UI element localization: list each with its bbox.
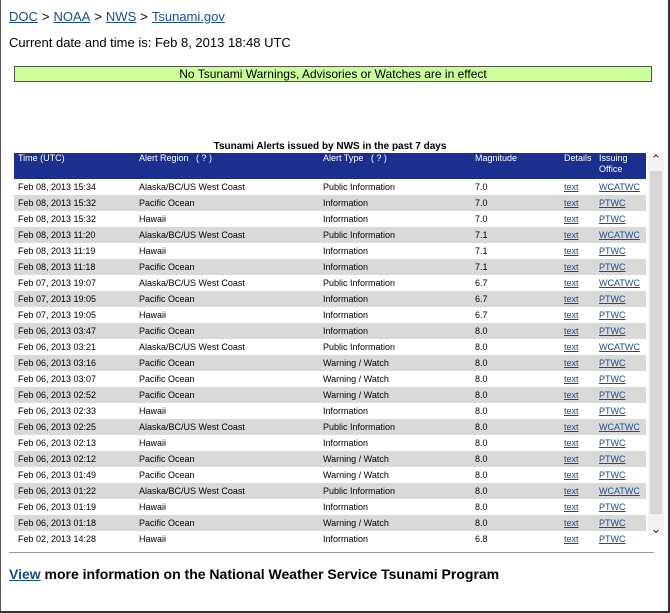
details-text-link[interactable]: text (564, 294, 579, 304)
issuing-office-link[interactable]: PTWC (599, 518, 626, 528)
status-banner: No Tsunami Warnings, Advisories or Watches are in effect (14, 66, 652, 82)
details-text-link[interactable]: text (564, 182, 579, 192)
cell-alert-type: Information (319, 531, 471, 547)
column-header-region (135, 153, 319, 179)
details-text-cell (560, 387, 595, 403)
details-text-link[interactable]: text (564, 198, 579, 208)
cell-alert-type: Warning / Watch (319, 387, 471, 403)
cell-magnitude: 7.1 (471, 259, 560, 275)
details-text-link[interactable]: text (564, 438, 579, 448)
details-text-cell (560, 307, 595, 323)
details-text-cell (560, 339, 595, 355)
alerts-header-row (14, 153, 646, 179)
cell-time: Feb 08, 2013 11:20 (14, 227, 135, 243)
table-row (14, 483, 646, 499)
cell-magnitude: 8.0 (471, 435, 560, 451)
cell-region: Alaska/BC/US West Coast (135, 179, 319, 195)
details-text-cell (560, 531, 595, 547)
cell-time: Feb 07, 2013 19:07 (14, 275, 135, 291)
issuing-office-cell (595, 483, 646, 499)
issuing-office-link[interactable]: PTWC (599, 262, 626, 272)
cell-time: Feb 06, 2013 03:21 (14, 339, 135, 355)
table-row (14, 323, 646, 339)
column-header-office: Issuing Office (595, 153, 646, 179)
cell-alert-type: Public Information (319, 275, 471, 291)
cell-region: Hawaii (135, 243, 319, 259)
cell-region: Alaska/BC/US West Coast (135, 483, 319, 499)
issuing-office-cell (595, 307, 646, 323)
type-help-link[interactable]: ( ? ) (370, 153, 387, 163)
issuing-office-cell (595, 419, 646, 435)
issuing-office-cell (595, 435, 646, 451)
cell-time: Feb 06, 2013 01:18 (14, 515, 135, 531)
cell-region: Pacific Ocean (135, 467, 319, 483)
cell-magnitude: 8.0 (471, 387, 560, 403)
cell-time: Feb 06, 2013 01:49 (14, 467, 135, 483)
breadcrumb (9, 9, 225, 24)
cell-magnitude: 7.1 (471, 243, 560, 259)
cell-magnitude: 8.0 (471, 419, 560, 435)
details-text-cell (560, 259, 595, 275)
issuing-office-link[interactable]: WCATWC (599, 278, 640, 288)
issuing-office-link[interactable]: WCATWC (599, 422, 640, 432)
cell-time: Feb 06, 2013 02:33 (14, 403, 135, 419)
breadcrumb-nws-link[interactable]: NWS (105, 9, 137, 24)
table-row (14, 467, 646, 483)
table-row (14, 195, 646, 211)
cell-time: Feb 07, 2013 19:05 (14, 307, 135, 323)
table-row (14, 179, 646, 195)
cell-time: Feb 06, 2013 02:25 (14, 419, 135, 435)
issuing-office-cell (595, 243, 646, 259)
cell-magnitude: 6.7 (471, 275, 560, 291)
footer-divider (9, 552, 654, 553)
cell-time: Feb 06, 2013 03:16 (14, 355, 135, 371)
details-text-link[interactable]: text (564, 262, 579, 272)
issuing-office-link[interactable]: PTWC (599, 534, 626, 544)
cell-alert-type: Public Information (319, 339, 471, 355)
details-text-link[interactable]: text (564, 326, 579, 336)
issuing-office-link[interactable]: PTWC (599, 294, 626, 304)
cell-time: Feb 06, 2013 03:07 (14, 371, 135, 387)
cell-alert-type: Information (319, 307, 471, 323)
table-row (14, 291, 646, 307)
cell-alert-type: Public Information (319, 419, 471, 435)
cell-time: Feb 06, 2013 02:13 (14, 435, 135, 451)
cell-time: Feb 08, 2013 11:19 (14, 243, 135, 259)
issuing-office-cell (595, 179, 646, 195)
details-text-link[interactable]: text (564, 358, 579, 368)
details-text-cell (560, 275, 595, 291)
cell-region: Alaska/BC/US West Coast (135, 419, 319, 435)
issuing-office-cell (595, 531, 646, 547)
issuing-office-cell (595, 467, 646, 483)
chevron-down-icon[interactable]: ⌄ (650, 521, 662, 536)
issuing-office-cell (595, 211, 646, 227)
chevron-up-icon[interactable]: ⌃ (650, 152, 662, 167)
cell-region: Alaska/BC/US West Coast (135, 339, 319, 355)
cell-region: Alaska/BC/US West Coast (135, 227, 319, 243)
view-more-link[interactable]: View (9, 566, 41, 582)
issuing-office-cell (595, 355, 646, 371)
cell-region: Pacific Ocean (135, 515, 319, 531)
cell-magnitude: 6.8 (471, 531, 560, 547)
cell-region: Hawaii (135, 435, 319, 451)
issuing-office-link[interactable]: PTWC (599, 326, 626, 336)
details-text-link[interactable]: text (564, 486, 579, 496)
cell-region: Alaska/BC/US West Coast (135, 275, 319, 291)
cell-time: Feb 07, 2013 19:05 (14, 291, 135, 307)
details-text-cell (560, 483, 595, 499)
table-row (14, 531, 646, 547)
issuing-office-link[interactable]: PTWC (599, 502, 626, 512)
details-text-link[interactable]: text (564, 374, 579, 384)
cell-magnitude: 6.7 (471, 291, 560, 307)
alerts-table (14, 153, 646, 547)
cell-region: Hawaii (135, 499, 319, 515)
issuing-office-link[interactable]: PTWC (599, 358, 626, 368)
issuing-office-cell (595, 403, 646, 419)
cell-alert-type: Warning / Watch (319, 467, 471, 483)
breadcrumb-doc-link[interactable]: DOC (9, 9, 38, 24)
details-text-link[interactable]: text (564, 310, 579, 320)
table-row (14, 515, 646, 531)
details-text-cell (560, 243, 595, 259)
issuing-office-cell (595, 195, 646, 211)
issuing-office-cell (595, 259, 646, 275)
details-text-cell (560, 227, 595, 243)
cell-magnitude: 7.0 (471, 211, 560, 227)
details-text-link[interactable]: text (564, 230, 579, 240)
breadcrumb-tsunami-link[interactable]: Tsunami.gov (151, 9, 225, 24)
alerts-table-body (14, 179, 646, 547)
details-text-cell (560, 323, 595, 339)
details-text-cell (560, 355, 595, 371)
cell-magnitude: 8.0 (471, 515, 560, 531)
cell-region: Pacific Ocean (135, 323, 319, 339)
cell-alert-type: Information (319, 211, 471, 227)
alerts-scrollbar[interactable] (648, 153, 664, 536)
cell-alert-type: Public Information (319, 483, 471, 499)
column-header-details: Details (560, 153, 595, 179)
issuing-office-link[interactable]: PTWC (599, 374, 626, 384)
table-row (14, 243, 646, 259)
cell-alert-type: Public Information (319, 227, 471, 243)
issuing-office-cell (595, 387, 646, 403)
scrollbar-thumb[interactable] (650, 171, 662, 514)
issuing-office-link[interactable]: WCATWC (599, 230, 640, 240)
column-header-magnitude: Magnitude (471, 153, 560, 179)
cell-time: Feb 08, 2013 15:32 (14, 195, 135, 211)
alerts-panel (14, 140, 646, 547)
issuing-office-link[interactable]: PTWC (599, 470, 626, 480)
cell-region: Hawaii (135, 211, 319, 227)
details-text-link[interactable]: text (564, 406, 579, 416)
issuing-office-cell (595, 499, 646, 515)
cell-alert-type: Information (319, 403, 471, 419)
issuing-office-cell (595, 275, 646, 291)
table-row (14, 259, 646, 275)
cell-time: Feb 06, 2013 01:19 (14, 499, 135, 515)
cell-time: Feb 06, 2013 01:22 (14, 483, 135, 499)
table-row (14, 403, 646, 419)
issuing-office-link[interactable]: PTWC (599, 406, 626, 416)
table-row (14, 419, 646, 435)
cell-region: Pacific Ocean (135, 387, 319, 403)
column-header-type (319, 153, 471, 179)
issuing-office-cell (595, 371, 646, 387)
cell-magnitude: 8.0 (471, 355, 560, 371)
column-header-time: Time (UTC) (14, 153, 135, 179)
table-row (14, 355, 646, 371)
cell-magnitude: 8.0 (471, 403, 560, 419)
cell-alert-type: Warning / Watch (319, 515, 471, 531)
issuing-office-cell (595, 323, 646, 339)
column-header-region-label: Alert Region (139, 153, 189, 163)
issuing-office-link[interactable]: PTWC (599, 310, 626, 320)
issuing-office-link[interactable]: WCATWC (599, 486, 640, 496)
issuing-office-cell (595, 227, 646, 243)
cell-magnitude: 8.0 (471, 451, 560, 467)
table-row (14, 499, 646, 515)
issuing-office-cell (595, 515, 646, 531)
table-row (14, 451, 646, 467)
issuing-office-link[interactable]: WCATWC (599, 342, 640, 352)
issuing-office-link[interactable]: WCATWC (599, 182, 640, 192)
details-text-cell (560, 467, 595, 483)
cell-time: Feb 06, 2013 02:12 (14, 451, 135, 467)
cell-magnitude: 7.0 (471, 179, 560, 195)
issuing-office-cell (595, 291, 646, 307)
issuing-office-cell (595, 451, 646, 467)
cell-time: Feb 06, 2013 03:47 (14, 323, 135, 339)
table-row (14, 227, 646, 243)
table-row (14, 371, 646, 387)
cell-alert-type: Information (319, 259, 471, 275)
details-text-cell (560, 371, 595, 387)
details-text-cell (560, 451, 595, 467)
details-text-link[interactable]: text (564, 518, 579, 528)
breadcrumb-noaa-link[interactable]: NOAA (53, 9, 91, 24)
window-border-left (0, 0, 1, 613)
cell-alert-type: Warning / Watch (319, 355, 471, 371)
cell-region: Pacific Ocean (135, 355, 319, 371)
cell-alert-type: Warning / Watch (319, 371, 471, 387)
region-help-link[interactable]: ( ? ) (196, 153, 213, 163)
cell-magnitude: 8.0 (471, 371, 560, 387)
cell-region: Pacific Ocean (135, 451, 319, 467)
cell-region: Hawaii (135, 403, 319, 419)
issuing-office-link[interactable]: PTWC (599, 390, 626, 400)
issuing-office-link[interactable]: PTWC (599, 214, 626, 224)
issuing-office-cell (595, 339, 646, 355)
details-text-cell (560, 435, 595, 451)
cell-alert-type: Warning / Watch (319, 451, 471, 467)
cell-alert-type: Information (319, 243, 471, 259)
cell-alert-type: Public Information (319, 179, 471, 195)
cell-region: Pacific Ocean (135, 371, 319, 387)
details-text-link[interactable]: text (564, 470, 579, 480)
details-text-cell (560, 291, 595, 307)
details-text-link[interactable]: text (564, 278, 579, 288)
table-row (14, 339, 646, 355)
issuing-office-link[interactable]: PTWC (599, 454, 626, 464)
details-text-cell (560, 515, 595, 531)
current-datetime: Current date and time is: Feb 8, 2013 18:48 UTC (9, 35, 291, 50)
details-text-link[interactable]: text (564, 390, 579, 400)
breadcrumb-separator: > (140, 9, 148, 24)
details-text-cell (560, 179, 595, 195)
cell-magnitude: 7.0 (471, 195, 560, 211)
cell-time: Feb 08, 2013 11:18 (14, 259, 135, 275)
table-row (14, 387, 646, 403)
cell-region: Pacific Ocean (135, 291, 319, 307)
issuing-office-link[interactable]: PTWC (599, 438, 626, 448)
details-text-link[interactable]: text (564, 246, 579, 256)
details-text-cell (560, 211, 595, 227)
cell-alert-type: Information (319, 291, 471, 307)
cell-magnitude: 6.7 (471, 307, 560, 323)
details-text-cell (560, 499, 595, 515)
details-text-link[interactable]: text (564, 502, 579, 512)
cell-time: Feb 06, 2013 02:52 (14, 387, 135, 403)
details-text-cell (560, 195, 595, 211)
column-header-type-label: Alert Type (323, 153, 364, 163)
cell-time: Feb 08, 2013 15:34 (14, 179, 135, 195)
cell-alert-type: Information (319, 499, 471, 515)
cell-magnitude: 8.0 (471, 339, 560, 355)
details-text-link[interactable]: text (564, 342, 579, 352)
cell-alert-type: Information (319, 195, 471, 211)
cell-magnitude: 8.0 (471, 499, 560, 515)
details-text-link[interactable]: text (564, 454, 579, 464)
details-text-link[interactable]: text (564, 214, 579, 224)
cell-magnitude: 8.0 (471, 467, 560, 483)
cell-magnitude: 8.0 (471, 323, 560, 339)
cell-magnitude: 7.1 (471, 227, 560, 243)
cell-region: Pacific Ocean (135, 259, 319, 275)
table-row (14, 435, 646, 451)
table-row (14, 211, 646, 227)
table-row (14, 275, 646, 291)
cell-region: Hawaii (135, 307, 319, 323)
details-text-cell (560, 403, 595, 419)
footer-program-info (9, 566, 499, 582)
details-text-link[interactable]: text (564, 534, 579, 544)
cell-magnitude: 8.0 (471, 483, 560, 499)
details-text-link[interactable]: text (564, 422, 579, 432)
issuing-office-link[interactable]: PTWC (599, 198, 626, 208)
table-row (14, 307, 646, 323)
cell-region: Pacific Ocean (135, 195, 319, 211)
breadcrumb-separator: > (41, 9, 50, 24)
details-text-cell (560, 419, 595, 435)
footer-description: more information on the National Weather Service Tsunami Program (40, 566, 500, 582)
issuing-office-link[interactable]: PTWC (599, 246, 626, 256)
alerts-table-title: Tsunami Alerts issued by NWS in the past 7 days (213, 141, 447, 152)
cell-time: Feb 02, 2013 14:28 (14, 531, 135, 547)
cell-region: Hawaii (135, 531, 319, 547)
cell-time: Feb 08, 2013 15:32 (14, 211, 135, 227)
cell-alert-type: Information (319, 435, 471, 451)
cell-alert-type: Information (319, 323, 471, 339)
breadcrumb-separator: > (94, 9, 102, 24)
